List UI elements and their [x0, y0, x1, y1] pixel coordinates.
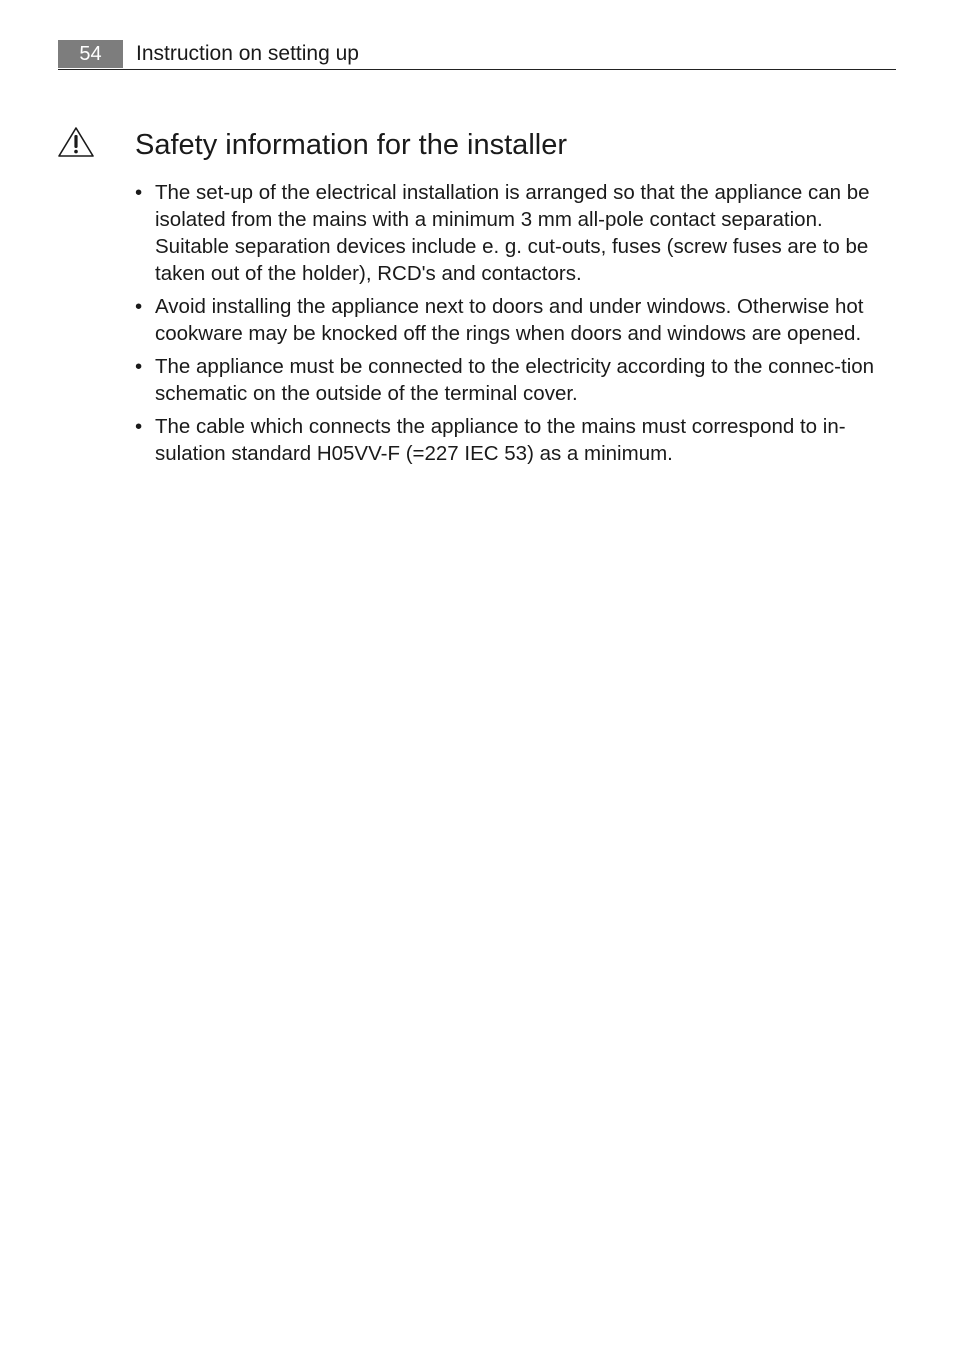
- bullet-dot: •: [135, 181, 143, 204]
- list-item-text: The set-up of the electrical installation is arranged so that the appliance can be isolated from the mains with a minimum 3 mm all-pole contact separation. Suitable separation devices include e. g. cut-outs, fuses (screw fuses are to be taken out of the holder), RCD's and contactors.: [155, 181, 870, 285]
- section-title: Safety information for the installer: [135, 129, 567, 161]
- warning-triangle-icon: [57, 126, 95, 158]
- bullet-dot: •: [135, 415, 143, 438]
- list-item-text: The appliance must be connected to the electricity according to the connec-tion schematic on the outside of the terminal cover.: [155, 355, 875, 405]
- list-item-text: The cable which connects the appliance to the mains must correspond to in-sulation standard H05VV-F (=227 IEC 53) as a minimum.: [155, 415, 846, 465]
- list-item: [135, 353, 897, 407]
- list-item-text: Avoid installing the appliance next to doors and under windows. Otherwise hot cookware may be knocked off the rings when doors and windows are opened.: [155, 295, 864, 345]
- bullet-list: [135, 179, 897, 473]
- bullet-dot: •: [135, 355, 143, 378]
- page-header: [58, 40, 896, 70]
- list-item: [135, 179, 897, 287]
- list-item: [135, 413, 897, 467]
- running-title: Instruction on setting up: [136, 42, 359, 65]
- bullet-dot: •: [135, 295, 143, 318]
- list-item: [135, 293, 897, 347]
- page-number: 54: [58, 40, 123, 68]
